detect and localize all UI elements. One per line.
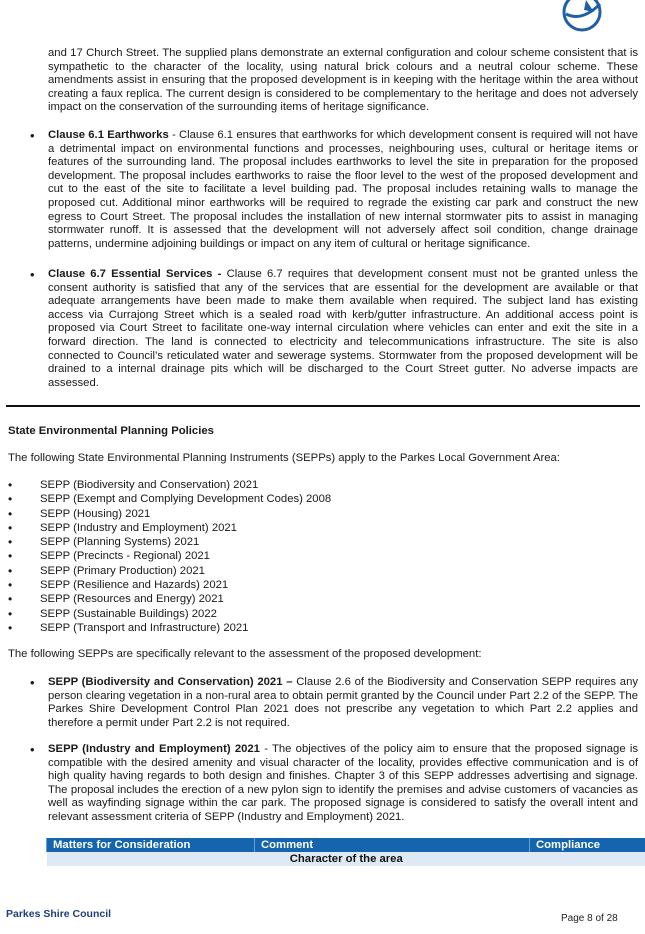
section-divider [6,405,640,407]
footer-organisation: Parkes Shire Council [6,908,112,920]
column-header-comment: Comment [255,838,530,852]
sepp-industry-paragraph [48,743,638,825]
column-header-compliance: Compliance [530,838,645,852]
clause-title: Clause 6.7 Essential Services - [48,268,222,280]
column-header-matters: Matters for Consideration [47,838,255,852]
list-item: • SEPP (Biodiversity and Conservation) 2021 [8,478,259,492]
page-number: Page 8 of 28 [561,913,618,924]
list-item: • SEPP (Resources and Energy) 2021 [8,592,224,607]
list-item: • SEPP (Transport and Infrastructure) 2021 [8,620,249,635]
section-heading: State Environmental Planning Policies [8,425,214,437]
clause-body: Clause 6.7 requires that development consent must not be granted unless the consent authority is satisfied that any of the services that are essential for the development are available or that adequate arrangements have been made to make them available when required. The subject land has existing access via Currajong Street which is a sealed road with kerb/gutter infrastructure. An additional access point is proposed via Court Street to facilitate one-way internal circulation where vehicles can enter and exit the site in a forward direction. The land is connected to electricity and telecommunications infrastructure. The site is also connected to Council’s reticulated water and sewerage systems. Stormwater from the proposed development will be drained to a internal drainage pits which will be discharged to the Court Street gutter. No adverse impacts are assessed. [48,268,638,389]
list-item: • SEPP (Precincts - Regional) 2021 [8,549,210,564]
sepp-body: - The objectives of the policy aim to ensure that the proposed signage is compatible with the desired amenity and visual character of the locality, provides effective communication and is of high quality having regards to both design and finishes. Chapter 3 of this SEPP addresses advertising and signage. The proposal includes the erection of a new pylon sign to identify the premises and advise customers of vacancies as well as wayfinding signage within the car park. The proposed signage is considered to satisfy the overall intent and relevant assessment criteria of SEPP (Industry and Employment) 2021. [48,743,638,823]
relevant-sepps-intro: The following SEPPs are specifically relevant to the assessment of the proposed development: [8,648,482,660]
bullet: • [30,267,35,282]
council-emblem-icon [556,0,608,36]
sepp-body: Clause 2.6 of the Biodiversity and Conservation SEPP requires any person clearing vegetation in a non-rural area to obtain permit granted by the Council under Part 2.2 of the SEPP. The Parkes Shire Development Control Plan 2021 does not prescribe any vegetation to which Part 2.2 applies and therefore a permit under Part 2.2 is not required. [48,676,639,729]
sepp-title: SEPP (Industry and Employment) 2021 [48,743,260,755]
clause-6-1-paragraph: Clause 6.1 Earthworks - Clause 6.1 ensures that earthworks for which development consent is required will not have a detrimental impact on environmental functions and processes, neighbouring uses, cultural or heritage items or features of the surrounding land. The proposal includes earthworks to level the site in preparation for the proposed development. The proposal includes earthworks to raise the floor level to the west of the proposed development and cut to the east of the site to facilitate a level building pad. The proposal includes retaining walls to manage the proposed cut. Additional minor earthworks will be required to regrade the existing car park and construct the new egress to Court Street. The proposal includes the installation of new internal stormwater pits to assist in managing stormwater runoff. It is assessed that the development will not adversely affect soil condition, change drainage patterns, undermine adjoining buildings or impact on any item of cultural or heritage significance. [48,129,638,250]
sepp-biodiversity-paragraph [48,676,638,730]
bullet: • [30,128,35,143]
sepp-title: SEPP (Biodiversity and Conservation) 2021 – [48,676,293,688]
list-item: • SEPP (Primary Production) 2021 [8,563,205,578]
matters-table [46,838,645,866]
list-item: • SEPP (Housing) 2021 [8,506,151,521]
list-item: • SEPP (Resilience and Hazards) 2021 [8,578,229,593]
clause-title: Clause 6.1 Earthworks [48,129,169,141]
heritage-continuation-paragraph: and 17 Church Street. The supplied plans demonstrate an external configuration and colour scheme consistent that is sympathetic to the character of the locality, using natural brick colours and a neutral colour scheme. These amendments assist in ensuring that the proposed development is in keeping with the heritage within the area without creating a faux replica. The current design is considered to be complementary to the heritage and does not adversely impact on the conservation of the surrounding items of heritage significance. [48,47,638,114]
list-item: • SEPP (Exempt and Complying Development Codes) 2008 [8,492,332,507]
list-item: • SEPP (Industry and Employment) 2021 [8,520,237,535]
sepp-list [8,478,331,635]
list-item: • SEPP (Planning Systems) 2021 [8,535,200,550]
bullet: • [30,675,35,690]
bullet: • [30,742,35,757]
list-item: • SEPP (Sustainable Buildings) 2022 [8,606,217,621]
table-section-row: Character of the area [47,852,645,866]
clause-body: Clause 6.1 ensures that earthworks for which development consent is required will not have a detrimental impact on environmental functions and processes, neighbouring uses, cultural or heritage items or features of the surrounding land. The proposal includes earthworks to level the site in preparation for the proposed development. The proposal includes earthworks to raise the floor level to the west of the proposed development and cut to the east of the site to facilitate a level building pad. The proposal includes retaining walls to manage the proposed cut. Additional minor earthworks will be required to regrade the existing car park and construct the new egress to Court Street. The proposal includes the installation of new internal stormwater pits to assist in managing stormwater runoff. It is assessed that the development will not adversely affect soil condition, change drainage patterns, undermine adjoining buildings or impact on any item of cultural or heritage significance. [48,129,638,250]
sepp-intro: The following State Environmental Planning Instruments (SEPPs) apply to the Parkes Local Government Area: [8,452,560,464]
clause-6-7-paragraph [48,268,638,390]
